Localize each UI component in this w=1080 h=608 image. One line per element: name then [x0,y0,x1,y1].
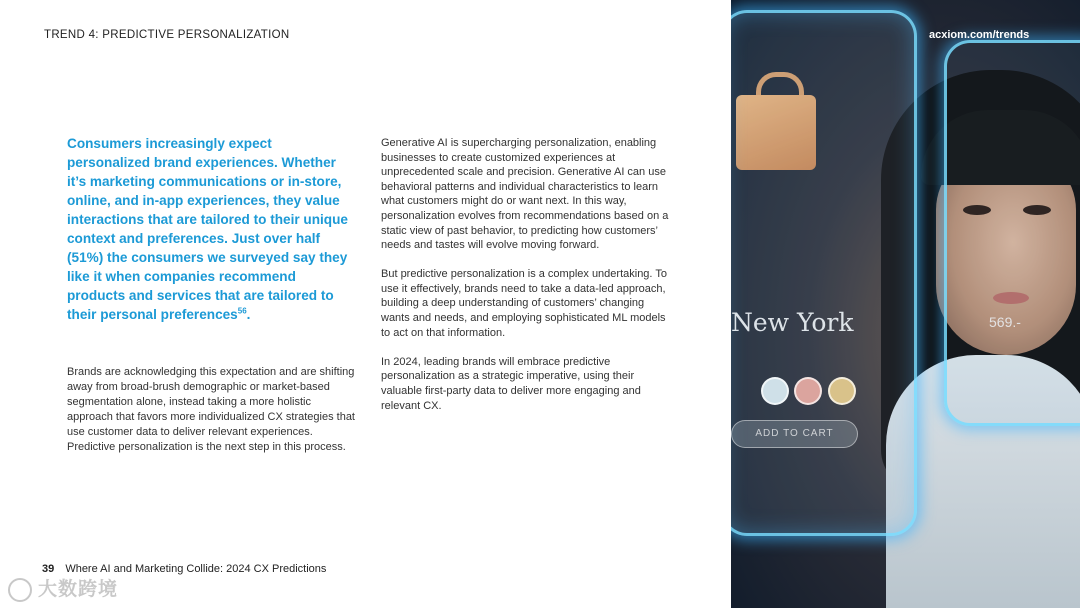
paragraph: Generative AI is supercharging personalization, enabling businesses to create customized experiences at unprecedented scale and precision. Generative AI can use behavioral patterns and individual characteristics to learn what customers might do or want next. In this way, personalization evolves from recommendations based on a static view of past behavior, to predicting how customers’ needs and tastes will evolve moving forward. [381,137,669,252]
site-url[interactable]: acxiom.com/trends [929,29,1030,41]
watermark: 大数跨境 [8,574,118,602]
footnote-ref[interactable]: 56 [237,306,247,316]
hero-photo [731,0,1080,608]
color-swatch [828,377,856,405]
page-number: 39 [42,563,55,575]
body-text-left: Brands are acknowledging this expectation and are shifting away from broad-brush demographic or market-based segmentation alone, instead taking a more holistic approach that favors more individualized CX strategies that use customer data to deliver relevant experiences. Predictive personalization is the next step in this process. [67,366,355,453]
footer-title: Where AI and Marketing Collide: 2024 CX Predictions [65,563,327,575]
body-text-right [381,136,671,428]
product-price: 569.- [989,314,1021,330]
product-name: New York [731,308,854,337]
color-swatch [794,377,822,405]
holographic-panel [944,40,1080,426]
paragraph: In 2024, leading brands will embrace predictive personalization as a strategic imperative, using their valuable first-party data to deliver more engaging and relevant CX. [381,355,641,412]
paragraph: But predictive personalization is a complex undertaking. To use it effectively, brands need to take a data-led approach, building a deep understanding of customers’ changing wants and needs, and employing sophisticated ML models to act on that information. [381,268,667,339]
add-to-cart-button: ADD TO CART [731,420,858,448]
color-swatch [761,377,789,405]
holographic-panel [731,10,917,536]
watermark-logo-icon [8,578,32,602]
pull-quote-text: Consumers increasingly expect personalized brand experiences. Whether it’s marketing communications or in-store, online, and in-app experiences, they value interactions that are tailored to their unique context and preferences. Just over half (51%) the consumers we surveyed say they like it when companies recommend products and services that are tailored to their personal preferences [67,136,348,322]
section-label: TREND 4: PREDICTIVE PERSONALIZATION [44,29,290,41]
pull-quote: Consumers increasingly expect personalized brand experiences. Whether it’s marketing communications or in-store, online, and in-app experiences, they value interactions that are tailored to their unique context and preferences. Just over half (51%) the consumers we surveyed say they like it when companies recommend products and services that are tailored to their personal preferences$^{56}$. [67,136,348,322]
